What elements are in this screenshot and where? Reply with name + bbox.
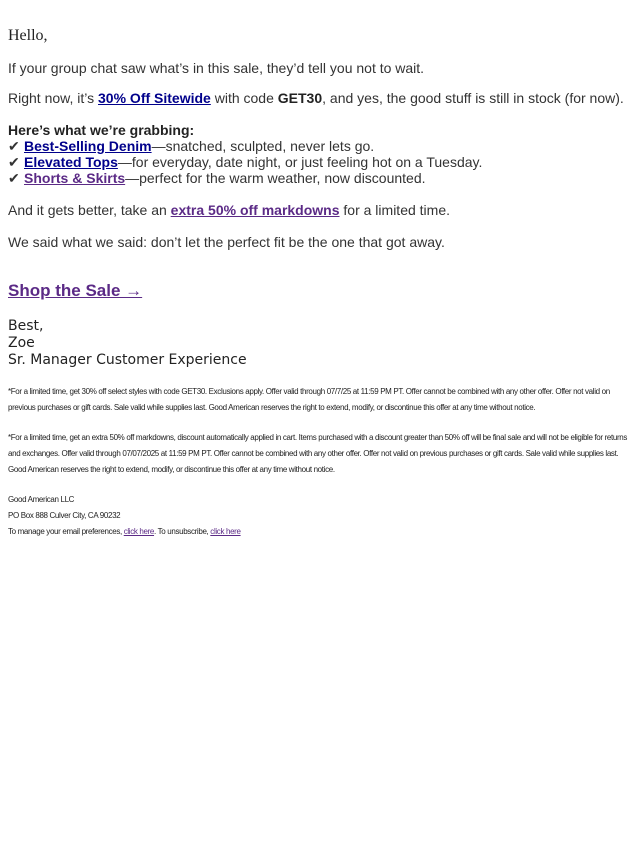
sign-off: Best, [8,318,44,334]
checkmark-icon: ✔ [8,170,20,186]
disclaimer-50-off: *For a limited time, get an extra 50% off markdowns, discount automatically applied in cart. Items purchased with a discount greater than 50% off will be final sale and will not be eligible for returns and exchanges. Offer valid through 07/07/2025 at 11:59 PM PT. Offer cannot be combined with any other offer. Offer not valid on previous purchases or gift cards. Sale valid while supplies last. Good American reserves the right to extend, modify, or discontinue this offer at any time without notice. [8,433,628,474]
extra-prefix: And it gets better, take an [8,202,171,218]
tops-link[interactable]: Elevated Tops [24,154,118,170]
closing-text: We said what we said: don’t let the perfect fit be the one that got away. [8,234,445,250]
disclaimer-30-off: *For a limited time, get 30% off select styles with code GET30. Exclusions apply. Offer valid through 07/7/25 at 11:59 PM PT. Offer cannot be combined with any other offer. Offer not valid on previous purchases or gift cards. Sale valid while supplies last. Good American reserves the right to extend, modify, or discontinue this offer at any time without notice. [8,387,610,412]
manage-prefix: To manage your email preferences, [8,527,124,536]
grabbing-heading: Here’s what we’re grabbing: [8,122,195,138]
company-name: Good American LLC [8,495,75,504]
list-item-text: —snatched, sculpted, never lets go. [151,138,375,154]
offer-middle: with code [210,90,278,106]
list-item [8,170,426,187]
signer-title: Sr. Manager Customer Experience [8,352,247,368]
shorts-skirts-link[interactable]: Shorts & Skirts [24,170,126,186]
promo-code: GET30 [277,90,323,106]
greeting: Hello, [8,27,48,44]
sitewide-sale-link[interactable]: 30% Off Sitewide [98,90,211,106]
offer-line [8,90,624,106]
markdowns-link[interactable]: extra 50% off markdowns [170,202,340,218]
offer-prefix: Right now, it’s [8,90,99,106]
signer-name: Zoe [8,335,35,351]
list-item [8,138,374,155]
list-item-text: —perfect for the warm weather, now discounted. [125,170,426,186]
list-item-text: —for everyday, date night, or just feeling hot on a Tuesday. [117,154,483,170]
manage-preferences-link[interactable]: click here [123,527,155,536]
extra-suffix: for a limited time. [339,202,450,218]
extra-offer-line [8,202,450,218]
shop-sale-cta [8,281,142,301]
list-item [8,154,482,171]
checkmark-icon: ✔ [8,154,20,170]
checkmark-icon: ✔ [8,138,20,154]
preferences-line [8,524,636,540]
denim-link[interactable]: Best-Selling Denim [24,138,152,154]
offer-suffix: , and yes, the good stuff is still in stock (for now). [322,90,624,106]
company-address: PO Box 888 Culver City, CA 90232 [8,511,121,520]
unsubscribe-prefix: . To unsubscribe, [154,527,211,536]
unsubscribe-link[interactable]: click here [210,527,241,536]
intro-text: If your group chat saw what’s in this sale, they’d tell you not to wait. [8,60,425,76]
shop-the-sale-button[interactable]: Shop the Sale → [8,281,143,300]
